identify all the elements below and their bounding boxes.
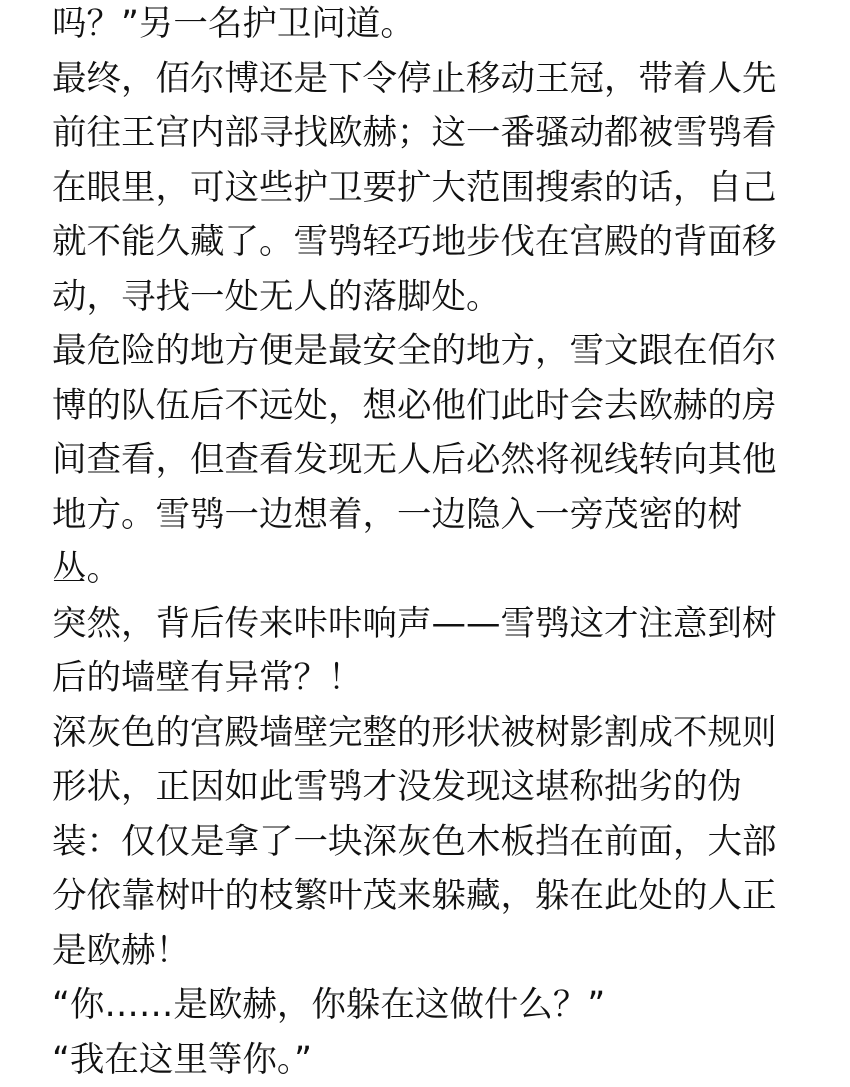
text-line: 突然，背后传来咔咔响声——雪鸮这才注意到树 [52, 597, 812, 652]
text-line: 丛。 [52, 542, 812, 597]
text-line: 形状，正因如此雪鸮才没发现这堪称拙劣的伪 [52, 760, 812, 815]
text-line: 吗？”另一名护卫问道。 [52, 0, 812, 52]
text-line: 在眼里，可这些护卫要扩大范围搜索的话，自己 [52, 161, 812, 216]
text-line: 前往王宫内部寻找欧赫；这一番骚动都被雪鸮看 [52, 106, 812, 161]
text-line: 动，寻找一处无人的落脚处。 [52, 270, 812, 325]
story-text [52, 0, 812, 1087]
text-line: 最终，佰尔博还是下令停止移动王冠，带着人先 [52, 52, 812, 107]
text-line: 是欧赫！ [52, 924, 812, 979]
text-line: 分依靠树叶的枝繁叶茂来躲藏，躲在此处的人正 [52, 869, 812, 924]
text-line: 间查看，但查看发现无人后必然将视线转向其他 [52, 433, 812, 488]
text-line: 后的墙壁有异常？！ [52, 651, 812, 706]
text-line: 地方。雪鸮一边想着，一边隐入一旁茂密的树 [52, 488, 812, 543]
dialogue-line: “我在这里等你。” [52, 1033, 812, 1087]
dialogue-line: “你……是欧赫，你躲在这做什么？” [52, 978, 812, 1033]
text-line: 最危险的地方便是最安全的地方，雪文跟在佰尔 [52, 324, 812, 379]
text-line: 深灰色的宫殿墙壁完整的形状被树影割成不规则 [52, 706, 812, 761]
text-line: 装：仅仅是拿了一块深灰色木板挡在前面，大部 [52, 815, 812, 870]
text-line: 博的队伍后不远处，想必他们此时会去欧赫的房 [52, 379, 812, 434]
text-line: 就不能久藏了。雪鸮轻巧地步伐在宫殿的背面移 [52, 215, 812, 270]
